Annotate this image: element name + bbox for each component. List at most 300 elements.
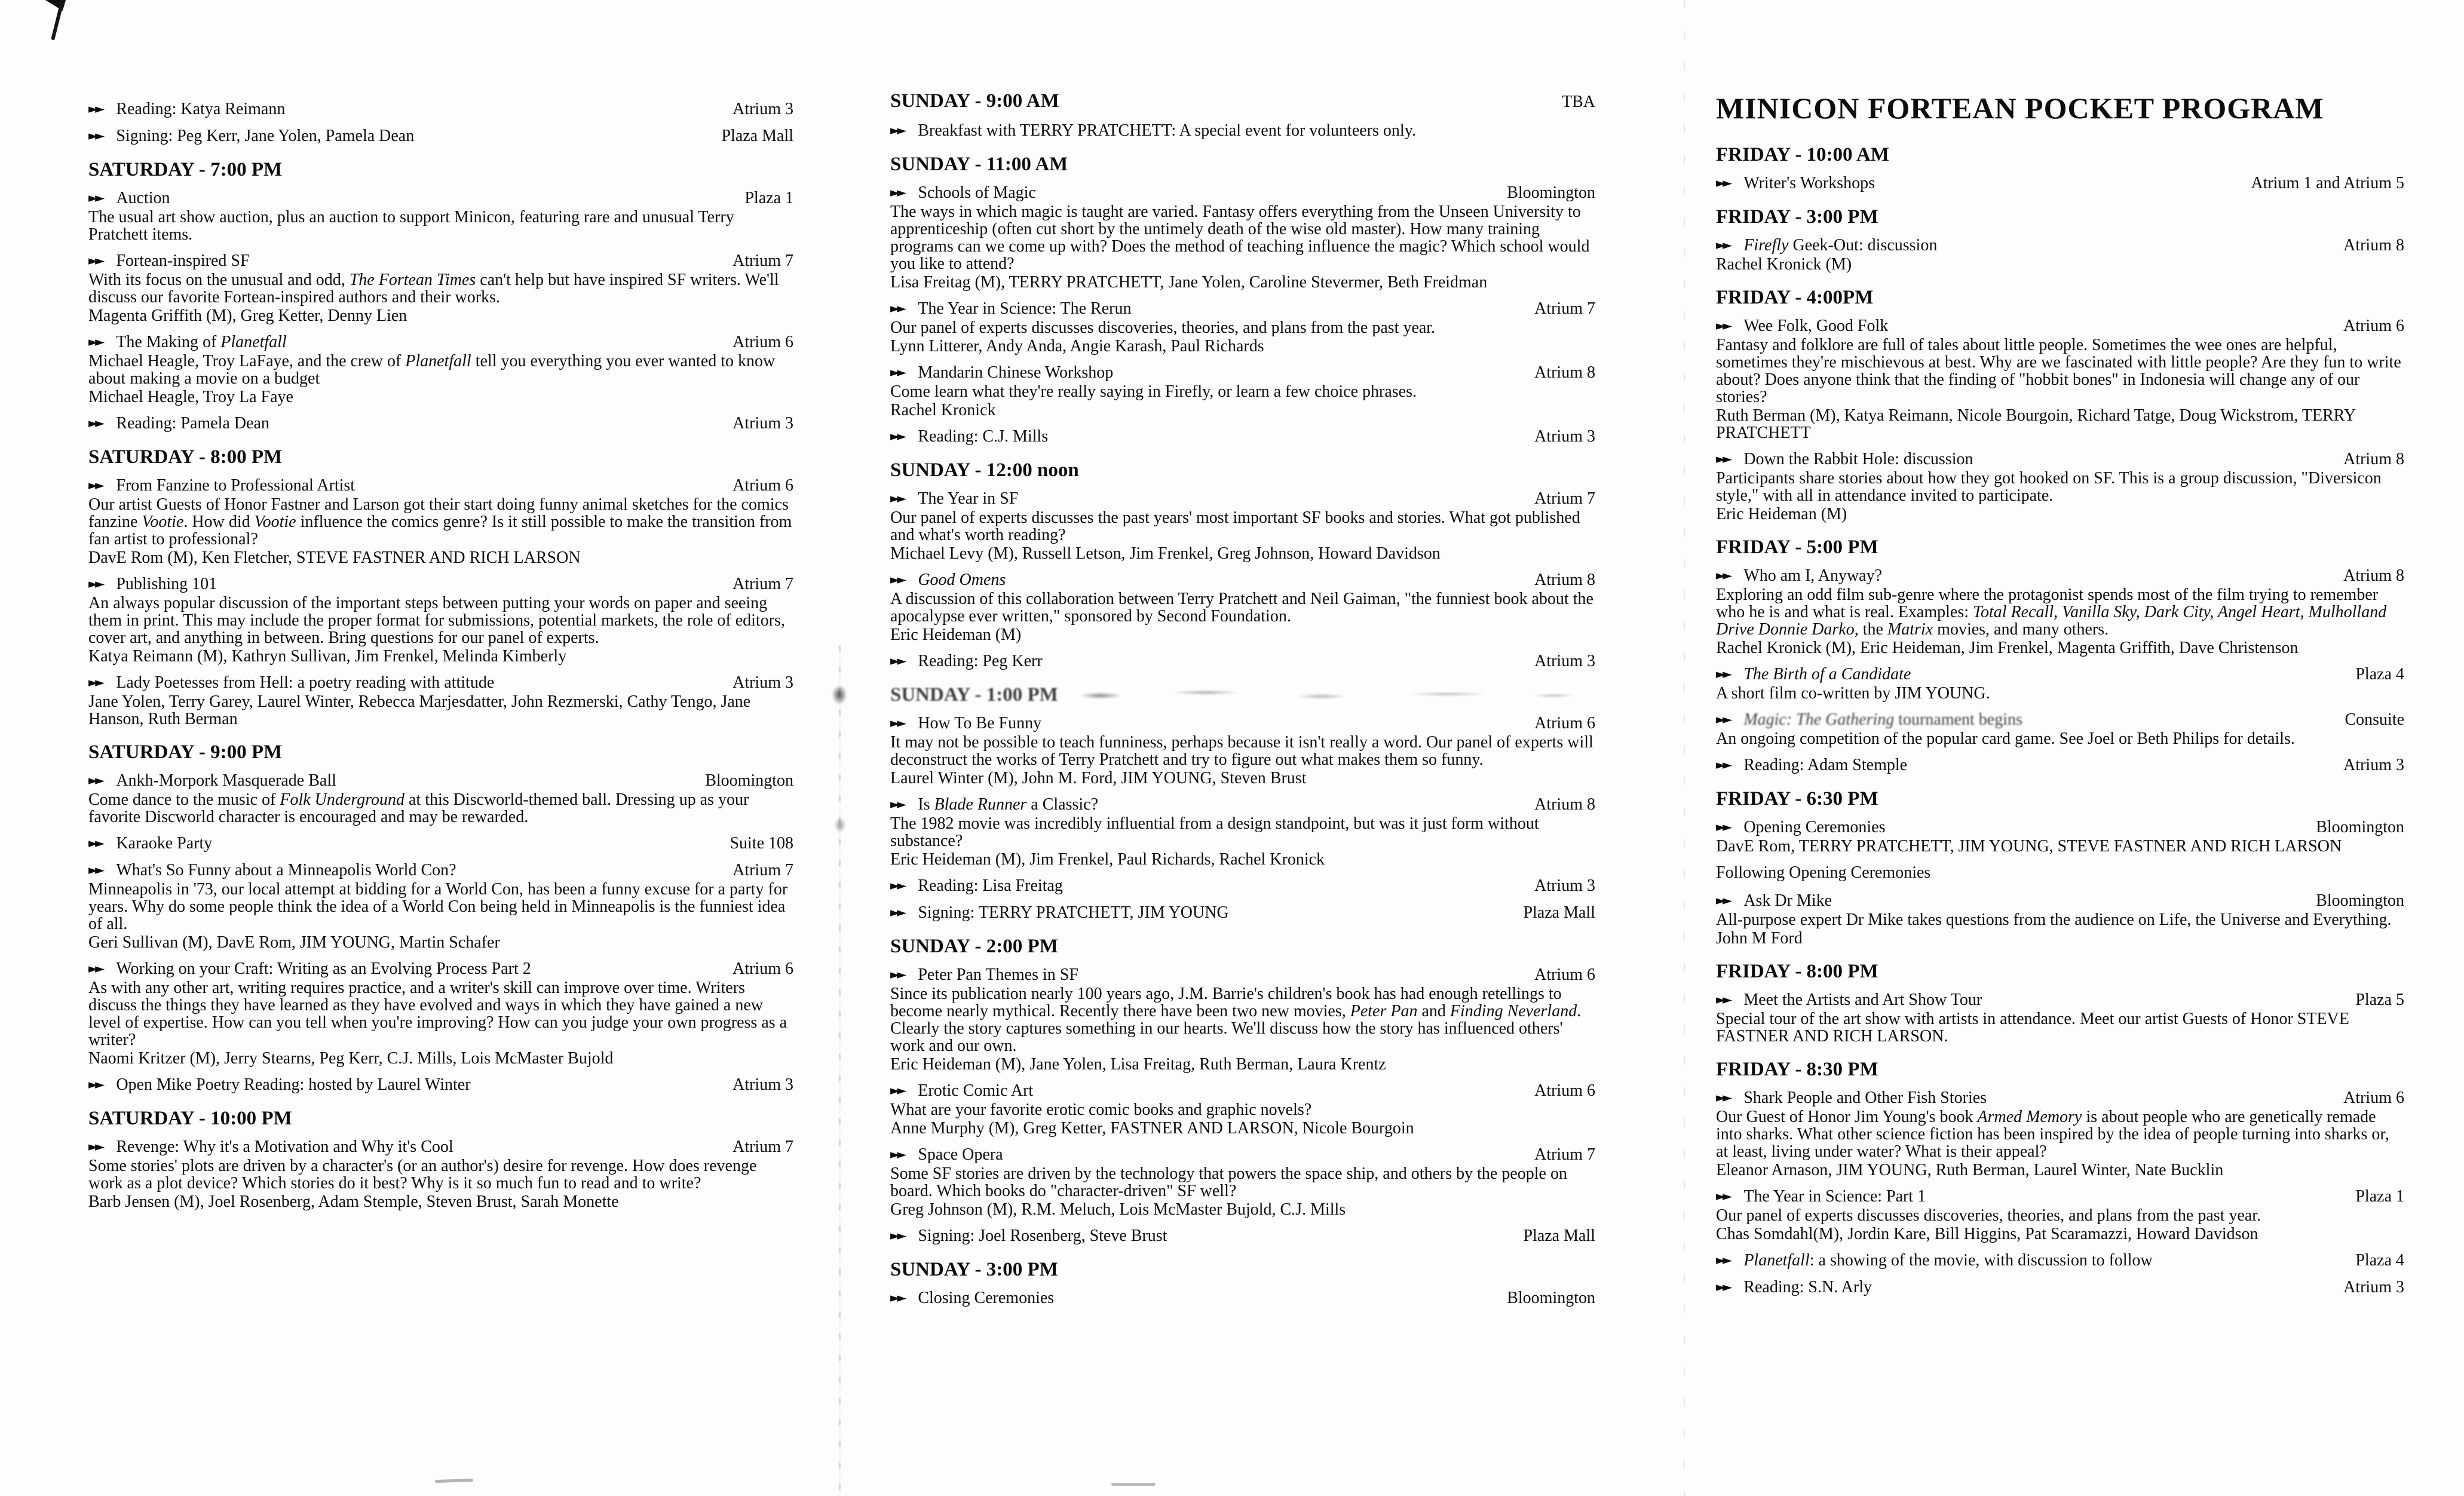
event-description: An ongoing competition of the popular card game. See Joel or Beth Philips for details. <box>1716 729 2295 748</box>
event-location: Atrium 3 <box>1534 427 1595 446</box>
event-people: Lynn Litterer, Andy Anda, Angie Karash, Paul Richards <box>890 337 1264 355</box>
event-title: Auction <box>116 189 170 207</box>
event-location: Atrium 6 <box>1534 1081 1595 1100</box>
day-header-location: TBA <box>1562 93 1595 111</box>
event-title: Signing: Joel Rosenberg, Steve Brust <box>918 1227 1167 1245</box>
event-title: Reading: Katya Reimann <box>116 100 286 118</box>
event-title: Breakfast with TERRY PRATCHETT: A special event for volunteers only. <box>918 121 1416 140</box>
day-header-label: SUNDAY - 3:00 PM <box>890 1259 1058 1280</box>
event-location: Consuite <box>2345 710 2404 729</box>
event-header <box>1716 1252 2404 1270</box>
event-location: Atrium 7 <box>1534 1145 1595 1164</box>
event-description: Our artist Guests of Honor Fastner and Larson got their start doing funny animal sketches for the comics fanzine Vootie. How did Vootie influence the comics genre? Is it still possible to make the transition from fan artist to professional? <box>88 495 792 548</box>
event-people: Chas Somdahl(M), Jordin Kare, Bill Higgins, Pat Scaramazzi, Howard Davidson <box>1716 1225 2258 1243</box>
fast-forward-icon: ►► <box>1716 1280 1730 1294</box>
day-header-label: SUNDAY - 11:00 AM <box>890 154 1068 175</box>
event-location: Suite 108 <box>730 834 793 853</box>
event-title: Lady Poetesses from Hell: a poetry reading with attitude <box>116 673 495 692</box>
event-header <box>1716 991 2404 1009</box>
event-title: Revenge: Why it's a Motivation and Why it's Cool <box>116 1138 453 1156</box>
fast-forward-icon: ►► <box>88 1139 102 1154</box>
day-header <box>890 153 1595 176</box>
event-location: Plaza 1 <box>744 189 793 207</box>
event-location: Atrium 7 <box>1534 299 1595 318</box>
event-header <box>890 300 1595 318</box>
event-location: Atrium 3 <box>2343 756 2404 774</box>
day-header <box>1716 206 2404 228</box>
column-sunday <box>890 90 1595 1316</box>
event-title: Down the Rabbit Hole: discussion <box>1743 450 1973 468</box>
event-title: Working on your Craft: Writing as an Evolving Process Part 2 <box>116 959 531 978</box>
event-title: Shark People and Other Fish Stories <box>1743 1089 1987 1107</box>
event-header <box>1716 818 2404 836</box>
event-description: Participants share stories about how they got hooked on SF. This is a group discussion, "Diversicon style," with all in attendance invited to participate. <box>1716 469 2382 505</box>
fast-forward-icon: ►► <box>1716 712 1730 726</box>
event-title: Opening Ceremonies <box>1743 818 1886 836</box>
fast-forward-icon: ►► <box>1716 992 1730 1007</box>
ink-smudge <box>834 817 846 833</box>
event-header <box>890 364 1595 382</box>
event-header <box>88 477 793 495</box>
event-location: Atrium 3 <box>733 100 793 118</box>
event-people: Rachel Kronick <box>890 401 996 419</box>
event-people: Ruth Berman (M), Katya Reimann, Nicole Bourgoin, Richard Tatge, Doug Wickstrom, TERRY PRATCHETT <box>1716 406 2356 442</box>
event <box>1716 756 2404 774</box>
event <box>1716 317 2404 442</box>
event-description: Exploring an odd film sub-genre where the protagonist spends most of the film trying to remember who he is and what is real. Examples: Total Recall, Vanilla Sky, Dark City, Angel Heart, Mulholland Drive Donnie Darko, the Matrix movies, and many others. <box>1716 585 2387 639</box>
ink-smudge <box>1069 687 1595 703</box>
event-header <box>890 966 1595 984</box>
event-title: Publishing 101 <box>116 575 217 593</box>
event-title: Reading: Lisa Freitag <box>918 876 1063 895</box>
event-description: An always popular discussion of the important steps between putting your words on paper and seeing them in print. This may include the proper format for submissions, potential markets, the role of editors, cover art, and anything in between. Bring questions for our panel of experts. <box>88 594 785 647</box>
event-title: Open Mike Poetry Reading: hosted by Laurel Winter <box>116 1075 471 1094</box>
fast-forward-icon: ►► <box>88 102 102 116</box>
fast-forward-icon: ►► <box>890 967 904 982</box>
event-header <box>890 428 1595 446</box>
fast-forward-icon: ►► <box>1716 452 1730 466</box>
event-people: John M Ford <box>1716 929 1803 948</box>
event <box>890 300 1595 355</box>
event-description: With its focus on the unusual and odd, The Fortean Times can't help but have inspired SF writers. We'll discuss our favorite Fortean-inspired authors and their works. <box>88 271 779 306</box>
event-header <box>88 575 793 593</box>
event-header <box>890 904 1595 922</box>
day-header <box>1716 1058 2404 1081</box>
fast-forward-icon: ►► <box>88 863 102 877</box>
event-description: A discussion of this collaboration between Terry Pratchett and Neil Gaiman, "the funniest book about the apocalypse ever written," sponsored by Second Foundation. <box>890 590 1593 626</box>
event-header <box>890 571 1595 589</box>
fast-forward-icon: ►► <box>890 654 904 668</box>
event-header <box>1716 711 2404 729</box>
event <box>890 1082 1595 1137</box>
event-location: Plaza 1 <box>2355 1187 2404 1206</box>
fast-forward-icon: ►► <box>88 675 102 689</box>
event-location: Atrium 8 <box>1534 795 1595 814</box>
event-header <box>890 1146 1595 1164</box>
day-header <box>1716 143 2404 166</box>
fast-forward-icon: ►► <box>1716 667 1730 681</box>
event-title: Planetfall: a showing of the movie, with discussion to follow <box>1743 1251 2153 1270</box>
event <box>890 1289 1595 1307</box>
fast-forward-icon: ►► <box>890 365 904 379</box>
event-title: Mandarin Chinese Workshop <box>918 363 1114 382</box>
event-location: Plaza 4 <box>2355 665 2404 683</box>
event-title: The Year in Science: The Rerun <box>918 299 1132 318</box>
fast-forward-icon: ►► <box>1716 893 1730 908</box>
event-description: All-purpose expert Dr Mike takes questions from the audience on Life, the Universe and Everything. <box>1716 911 2392 929</box>
event-header <box>1716 174 2404 192</box>
event-title: Space Opera <box>918 1145 1003 1164</box>
event <box>890 122 1595 140</box>
fast-forward-icon: ►► <box>1716 1189 1730 1203</box>
day-header <box>88 1107 793 1130</box>
event-title: Erotic Comic Art <box>918 1081 1034 1100</box>
event <box>1716 892 2404 947</box>
event-location: Atrium 3 <box>733 1075 793 1094</box>
event <box>88 862 793 951</box>
day-header-label: FRIDAY - 6:30 PM <box>1716 788 1878 810</box>
event-title: Firefly Geek-Out: discussion <box>1743 236 1938 255</box>
event-location: Atrium 6 <box>2343 1089 2404 1107</box>
event-description: Our panel of experts discusses the past years' most important SF books and stories. What got published and what's worth reading? <box>890 508 1580 544</box>
event-title: Karaoke Party <box>116 834 213 853</box>
event-location: Atrium 6 <box>733 333 793 351</box>
event-title: Good Omens <box>918 571 1006 589</box>
event-location: Bloomington <box>2316 891 2404 910</box>
event-title: How To Be Funny <box>918 714 1042 732</box>
event-location: Atrium 8 <box>1534 363 1595 382</box>
event-title: Reading: Pamela Dean <box>116 414 269 433</box>
event-header <box>890 184 1595 202</box>
event-header <box>1716 666 2404 683</box>
day-header-label: SATURDAY - 10:00 PM <box>88 1108 292 1129</box>
event-people: Laurel Winter (M), John M. Ford, JIM YOUNG, Steven Brust <box>890 769 1307 787</box>
event-description: What are your favorite erotic comic books and graphic novels? <box>890 1100 1312 1119</box>
event <box>890 715 1595 787</box>
event-header <box>88 674 793 692</box>
event <box>890 364 1595 419</box>
event <box>88 477 793 566</box>
event-header <box>88 189 793 207</box>
day-header-label: SUNDAY - 9:00 AM <box>890 90 1059 112</box>
event-header <box>88 100 793 118</box>
event <box>890 796 1595 868</box>
event-location: Atrium 1 and Atrium 5 <box>2251 174 2404 192</box>
fast-forward-icon: ►► <box>88 191 102 205</box>
day-header <box>890 90 1595 114</box>
event <box>1716 1279 2404 1296</box>
event-location: Atrium 6 <box>733 476 793 495</box>
day-header <box>890 935 1595 958</box>
event-description: The 1982 movie was incredibly influential from a design standpoint, but was it just form without substance? <box>890 814 1539 850</box>
day-header-label: FRIDAY - 4:00PM <box>1716 287 1874 308</box>
event-description: The ways in which magic is taught are varied. Fantasy offers everything from the Unseen University to apprenticeship (often cut short by the untimely death of the wise old master). How many training programs can we come up with? Does the method of teaching influence the magic? Which school would you like to attend? <box>890 203 1590 273</box>
event <box>1716 1089 2404 1179</box>
day-header-label: FRIDAY - 8:00 PM <box>1716 961 1878 982</box>
fast-forward-icon: ►► <box>1716 758 1730 772</box>
event-location: Atrium 3 <box>733 414 793 433</box>
event-header <box>890 122 1595 140</box>
event-location: Atrium 6 <box>733 959 793 978</box>
event-title: Peter Pan Themes in SF <box>918 965 1078 984</box>
event-title: Fortean-inspired SF <box>116 252 250 270</box>
event-location: Atrium 7 <box>733 861 793 879</box>
event-description: Come dance to the music of Folk Underground at this Discworld-themed ball. Dressing up as your favorite Discworld character is encouraged and may be rewarded. <box>88 790 749 826</box>
event <box>88 333 793 406</box>
fast-forward-icon: ►► <box>88 416 102 430</box>
event-title: The Year in SF <box>918 489 1019 508</box>
event-location: Bloomington <box>2316 818 2404 836</box>
event <box>1716 567 2404 657</box>
event-title: Schools of Magic <box>918 183 1036 202</box>
event-description: As with any other art, writing requires practice, and a writer's skill can improve over time. Writers discuss the things they have learned as they have evolved and ways in which they have gained a new level of expertise. How can you tell when you're improving? How can you judge your own progress as a writer? <box>88 979 787 1049</box>
event-title: What's So Funny about a Minneapolis World Con? <box>116 861 456 879</box>
fast-forward-icon: ►► <box>890 1228 904 1243</box>
event-description: Our panel of experts discusses discoveries, theories, and plans from the past year. <box>1716 1206 2261 1225</box>
day-header-label: FRIDAY - 5:00 PM <box>1716 537 1878 558</box>
event-title: Reading: Peg Kerr <box>918 652 1043 670</box>
day-header <box>88 741 793 764</box>
event-location: Plaza Mall <box>1523 903 1595 922</box>
event-header <box>88 960 793 978</box>
event-people: Michael Heagle, Troy La Faye <box>88 388 293 406</box>
event-location: Atrium 6 <box>1534 965 1595 984</box>
event-location: Plaza Mall <box>721 127 793 145</box>
event-header <box>1716 567 2404 585</box>
event <box>88 189 793 243</box>
event-title: Is Blade Runner a Classic? <box>918 795 1099 814</box>
event-header <box>88 862 793 879</box>
event-people: Eleanor Arnason, JIM YOUNG, Ruth Berman, Laurel Winter, Nate Bucklin <box>1716 1161 2224 1179</box>
fast-forward-icon: ►► <box>890 797 904 811</box>
event-description: Our Guest of Honor Jim Young's book Armed Memory is about people who are genetically remade into sharks. What other science fiction has been inspired by the idea of people turning into sharks or, at least, living under water? What is their appeal? <box>1716 1108 2389 1161</box>
day-header <box>1716 536 2404 559</box>
event-people: Geri Sullivan (M), DavE Rom, JIM YOUNG, Martin Schafer <box>88 933 500 952</box>
event <box>890 571 1595 643</box>
event-header <box>1716 892 2404 910</box>
event-description: A short film co-written by JIM YOUNG. <box>1716 684 1990 703</box>
event-header <box>88 252 793 270</box>
event-header <box>1716 1089 2404 1107</box>
event-title: Magic: The Gathering tournament begins <box>1743 710 2022 729</box>
day-header-label: FRIDAY - 10:00 AM <box>1716 144 1889 165</box>
day-header-label: SATURDAY - 7:00 PM <box>88 159 283 180</box>
event <box>88 252 793 324</box>
event <box>88 960 793 1067</box>
event-title: Closing Ceremonies <box>918 1289 1055 1307</box>
event-location: Atrium 3 <box>2343 1278 2404 1296</box>
event <box>1716 174 2404 192</box>
event-location: Bloomington <box>1507 183 1595 202</box>
day-header-label: SUNDAY - 12:00 noon <box>890 459 1079 481</box>
event <box>1716 991 2404 1045</box>
event-title: Reading: S.N. Arly <box>1743 1278 1872 1296</box>
column-friday <box>1716 91 2404 1305</box>
event-title: Writer's Workshops <box>1743 174 1875 192</box>
day-header-label: SATURDAY - 8:00 PM <box>88 446 283 468</box>
event-people: Eric Heideman (M) <box>1716 505 1847 523</box>
fast-forward-icon: ►► <box>88 253 102 268</box>
event-header <box>1716 1279 2404 1296</box>
fast-forward-icon: ►► <box>890 1290 904 1305</box>
fast-forward-icon: ►► <box>1716 318 1730 333</box>
event <box>890 428 1595 446</box>
event-title: Reading: C.J. Mills <box>918 427 1049 446</box>
event-header <box>890 652 1595 670</box>
event-title: Meet the Artists and Art Show Tour <box>1743 991 1982 1009</box>
day-header <box>1716 286 2404 309</box>
scan-artifact <box>1111 1483 1156 1486</box>
event <box>890 904 1595 922</box>
event-title: The Birth of a Candidate <box>1743 665 1911 683</box>
event-people: Jane Yolen, Terry Garey, Laurel Winter, Rebecca Marjesdatter, John Rezmerski, Cathy Tengo, Jane Hanson, Ruth Berman <box>88 692 751 728</box>
event <box>890 490 1595 562</box>
event-location: Plaza 4 <box>2355 1251 2404 1270</box>
event-header <box>88 127 793 145</box>
event <box>890 652 1595 670</box>
fast-forward-icon: ►► <box>890 716 904 730</box>
event-people: Eric Heideman (M), Jane Yolen, Lisa Freitag, Ruth Berman, Laura Krentz <box>890 1055 1386 1074</box>
event <box>1716 1252 2404 1270</box>
day-header <box>1716 960 2404 983</box>
fast-forward-icon: ►► <box>890 301 904 315</box>
fast-forward-icon: ►► <box>890 878 904 893</box>
fast-forward-icon: ►► <box>890 572 904 587</box>
event-location: Atrium 7 <box>733 252 793 270</box>
event <box>890 184 1595 291</box>
day-header <box>88 446 793 468</box>
event-people: Eric Heideman (M), Jim Frenkel, Paul Richards, Rachel Kronick <box>890 850 1325 869</box>
fast-forward-icon: ►► <box>890 1083 904 1098</box>
event-location: Atrium 8 <box>2343 450 2404 468</box>
event-description: Some SF stories are driven by the technology that powers the space ship, and others by the people on board. Which books do "character-driven" SF well? <box>890 1164 1567 1200</box>
event <box>88 772 793 826</box>
event-title: Who am I, Anyway? <box>1743 566 1883 585</box>
event-title: Wee Folk, Good Folk <box>1743 317 1889 335</box>
event-header <box>890 1289 1595 1307</box>
event <box>88 1138 793 1210</box>
ink-smudge <box>832 685 847 705</box>
fast-forward-icon: ►► <box>1716 1253 1730 1267</box>
event-people: Magenta Griffith (M), Greg Ketter, Denny Lien <box>88 306 407 325</box>
fast-forward-icon: ►► <box>1716 238 1730 252</box>
event-location: Plaza Mall <box>1523 1227 1595 1245</box>
event-header <box>1716 756 2404 774</box>
event-title: The Making of Planetfall <box>116 333 287 351</box>
day-header-label: SUNDAY - 1:00 PM <box>890 684 1058 706</box>
event-people: Barb Jensen (M), Joel Rosenberg, Adam Stemple, Steven Brust, Sarah Monette <box>88 1192 619 1211</box>
event <box>1716 237 2404 273</box>
event-location: Atrium 3 <box>1534 652 1595 670</box>
day-header <box>890 683 1595 706</box>
fast-forward-icon: ►► <box>1716 568 1730 583</box>
event <box>1716 711 2404 747</box>
event-people: Anne Murphy (M), Greg Ketter, FASTNER AND LARSON, Nicole Bourgoin <box>890 1119 1414 1138</box>
event-people: DavE Rom, TERRY PRATCHETT, JIM YOUNG, STEVE FASTNER AND RICH LARSON <box>1716 837 2342 856</box>
event-header <box>890 490 1595 508</box>
day-header <box>890 1258 1595 1281</box>
fast-forward-icon: ►► <box>890 1147 904 1161</box>
event <box>88 100 793 118</box>
event-header <box>890 1227 1595 1245</box>
day-header <box>1716 787 2404 810</box>
event-people: Rachel Kronick (M), Eric Heideman, Jim Frenkel, Magenta Griffith, Dave Christenson <box>1716 639 2298 657</box>
event-location: Atrium 8 <box>2343 236 2404 255</box>
event-location: Atrium 3 <box>1534 876 1595 895</box>
event <box>890 1146 1595 1218</box>
event-description: Special tour of the art show with artists in attendance. Meet our artist Guests of Honor STEVE FASTNER AND RICH LARSON. <box>1716 1010 2349 1046</box>
event-header <box>88 1076 793 1094</box>
column-saturday-evening <box>88 100 793 1219</box>
event-location: Atrium 7 <box>733 1138 793 1156</box>
event-header <box>88 772 793 790</box>
event-location: Atrium 6 <box>2343 317 2404 335</box>
fast-forward-icon: ►► <box>88 478 102 492</box>
event-location: Atrium 3 <box>733 673 793 692</box>
note-text: Following Opening Ceremonies <box>1716 863 1931 882</box>
event-description: Come learn what they're really saying in Firefly, or learn a few choice phrases. <box>890 382 1417 401</box>
fast-forward-icon: ►► <box>88 577 102 591</box>
event <box>890 966 1595 1073</box>
fast-forward-icon: ►► <box>1716 1090 1730 1105</box>
event-title: The Year in Science: Part 1 <box>1743 1187 1926 1206</box>
fast-forward-icon: ►► <box>890 123 904 137</box>
event-title: Ankh-Morpork Masquerade Ball <box>116 771 336 790</box>
event-header <box>88 1138 793 1156</box>
event-header <box>88 835 793 853</box>
fast-forward-icon: ►► <box>1716 820 1730 834</box>
fast-forward-icon: ►► <box>1716 176 1730 190</box>
fast-forward-icon: ►► <box>890 905 904 919</box>
event <box>1716 1188 2404 1243</box>
event <box>1716 818 2404 855</box>
event-location: Atrium 6 <box>1534 714 1595 732</box>
event-people: Michael Levy (M), Russell Letson, Jim Frenkel, Greg Johnson, Howard Davidson <box>890 544 1441 563</box>
day-header-label: FRIDAY - 3:00 PM <box>1716 206 1878 228</box>
day-header <box>88 158 793 181</box>
day-header <box>890 459 1595 482</box>
fast-forward-icon: ►► <box>88 836 102 850</box>
event-people: Greg Johnson (M), R.M. Meluch, Lois McMaster Bujold, C.J. Mills <box>890 1200 1346 1219</box>
event-location: Atrium 8 <box>1534 571 1595 589</box>
event-title: Reading: Adam Stemple <box>1743 756 1908 774</box>
event-description: Michael Heagle, Troy LaFaye, and the crew of Planetfall tell you everything you ever wanted to know about making a movie on a budget <box>88 352 776 388</box>
event-location: Bloomington <box>1507 1289 1595 1307</box>
page-title: MINICON FORTEAN POCKET PROGRAM <box>1716 91 2324 125</box>
fast-forward-icon: ►► <box>88 1077 102 1092</box>
event-title: Ask Dr Mike <box>1743 891 1832 910</box>
fold-crease <box>1684 0 1685 1496</box>
event-title: Signing: TERRY PRATCHETT, JIM YOUNG <box>918 903 1229 922</box>
fast-forward-icon: ►► <box>88 335 102 349</box>
event-people: DavE Rom (M), Ken Fletcher, STEVE FASTNER AND RICH LARSON <box>88 548 581 567</box>
fold-crease <box>839 645 841 1496</box>
event-description: The usual art show auction, plus an auction to support Minicon, featuring rare and unusual Terry Pratchett items. <box>88 208 734 244</box>
event <box>88 415 793 433</box>
event-people: Eric Heideman (M) <box>890 626 1022 644</box>
event-header <box>890 877 1595 895</box>
event-header <box>1716 237 2404 255</box>
fast-forward-icon: ►► <box>88 961 102 976</box>
event-location: Plaza 5 <box>2355 991 2404 1009</box>
event-location: Atrium 8 <box>2343 566 2404 585</box>
fast-forward-icon: ►► <box>890 429 904 443</box>
event-description: Our panel of experts discusses discoveries, theories, and plans from the past year. <box>890 318 1436 337</box>
day-header-label: SATURDAY - 9:00 PM <box>88 741 283 763</box>
event-people: Naomi Kritzer (M), Jerry Stearns, Peg Kerr, C.J. Mills, Lois McMaster Bujold <box>88 1049 614 1068</box>
event-location: Bloomington <box>705 771 793 790</box>
event-description: Minneapolis in '73, our local attempt at bidding for a World Con, has been a funny excuse for a party for years. Why do some people think the idea of a World Con being held in Minneapolis is the funniest idea of all. <box>88 880 788 933</box>
